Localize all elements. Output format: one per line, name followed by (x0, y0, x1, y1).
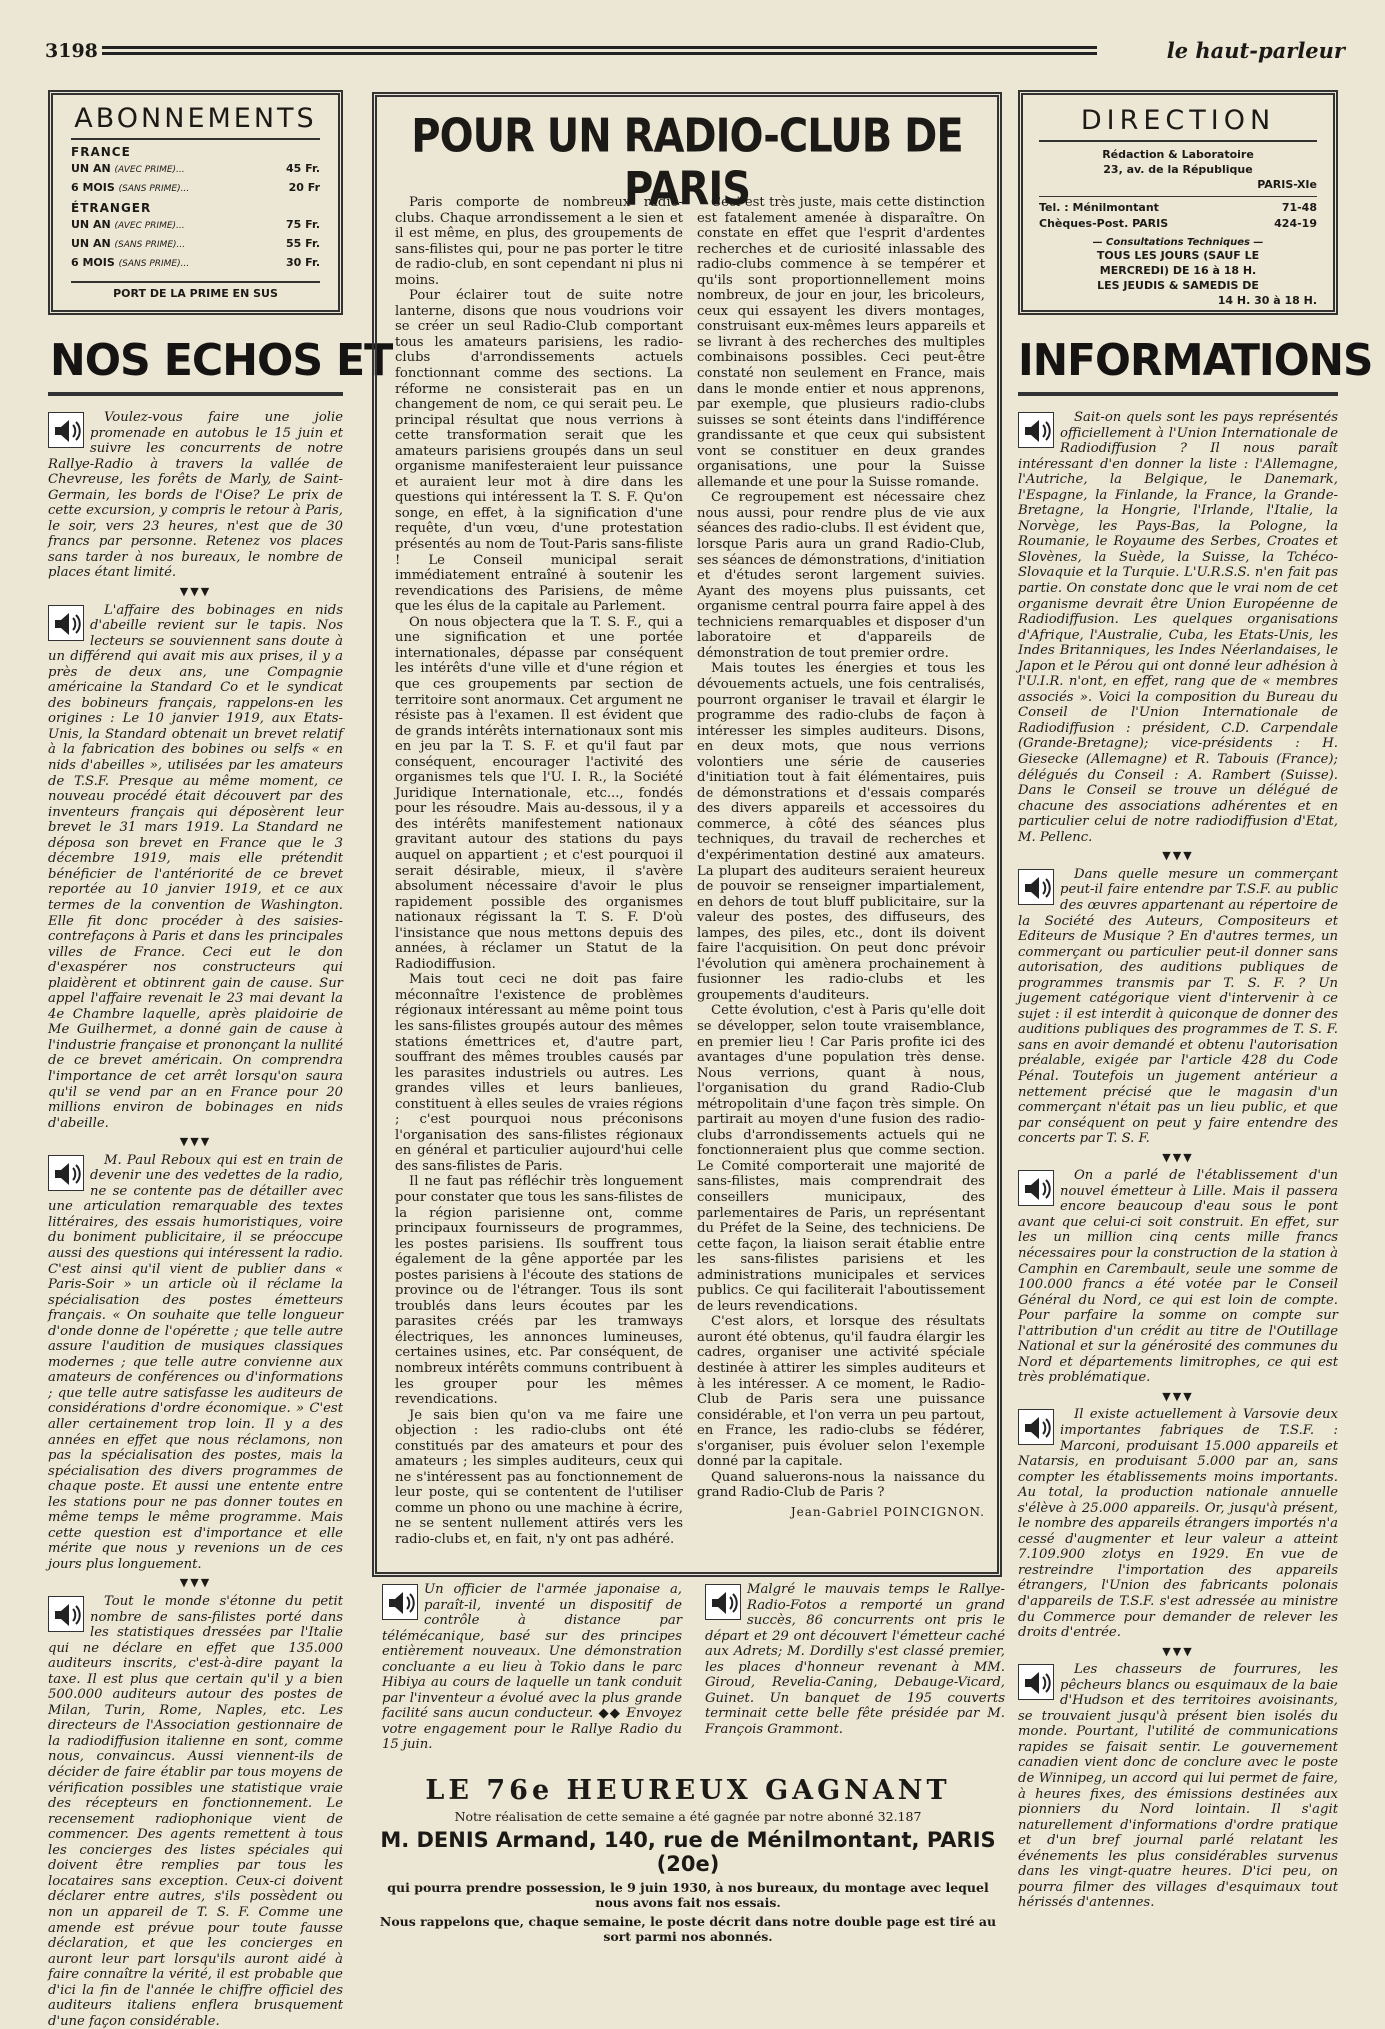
consult-hours: LES JEUDIS & SAMEDIS DE (1097, 279, 1259, 292)
brief-rallye: Malgré le mauvais temps le Rallye-Radio-Fotos a remporté un grand succès, 86 concurrents ont pris le départ et 29 ont découvert l'émetteur caché aux Adrets; M. Dordilly s'est classé premier, les places d'honneur revenant à MM. Giroud, Revelia-Caning, Debauge-Vicard, Guinet. Un banquet de 195 couverts terminait cette belle fête présidée par M. François Grammont. (705, 1582, 1005, 1737)
info-item: Les chasseurs de fourrures, les pêcheurs blancs ou esquimaux de la baie d'Hudson et des territoires avoisinants, se trouvaient jusqu'à présent bien isolés du monde. Pourtant, l'utilité de communications rapides se faisait sentir. Le gouvernement canadien vient donc de conclure avec le poste de Winnipeg, un accord qui lui permet de faire, à heures fixes, des émissions destinées aux pionniers du Nord lointain. Il s'agit naturellement d'informations d'ordre pratique et d'un bref journal parlé relatant les événements les plus considérables survenus dans les vingt-quatre heures. D'ici peu, on pourra filmer des villages d'esquimaux tout hérissés d'antennes. (1018, 1662, 1338, 1911)
article-paragraph: Ce regroupement est nécessaire chez nous aussi, pour rendre plus de vie aux séances des radio-clubs. Il est évident que, lorsque Paris aura un grand Radio-Club, ses séances de démonstrations, d'initiation et d'études seront largement suivies. Ayant des moyens plus puissants, cet organisme central pourra faire appel à des techniciens remarquables et disposer d'un laboratoire et d'appareils de démonstration de tout premier ordre. (697, 490, 985, 661)
article-title: POUR UN RADIO-CLUB DE PARIS (411, 110, 963, 216)
informations-banner: INFORMATIONS (1018, 335, 1373, 386)
info-item: Sait-on quels sont les pays représentés officiellement à l'Union Internationale de Radiodiffusion ? Il nous paraît intéressant d'en donner la liste : l'Allemagne, l'Autriche, la Belgique, le Danemark, l'Espagne, la Finlande, la France, la Grande-Bretagne, la Hongrie, l'Irlande, l'Italie, la Norvège, les Pays-Bas, la Pologne, la Roumanie, le Royaume des Serbes, Croates et Slovènes, la Suède, la Suisse, la Tchéco-Slovaquie et la Turquie. L'U.R.S.S. n'en fait pas partie. On constate donc que le vrai nom de cet organisme devrait être Union Européenne de Radiodiffusion. Les quelques organisations d'Afrique, l'Australie, Cuba, les Etats-Unis, les Indes Britanniques, les Indes Néerlandaises, le Japon et le Pérou qui ont donné leur adhésion à l'U.I.R. n'ont, en effet, rang que de « membres associés ». Voici la composition du Bureau du Conseil de l'Union Internationale de Radiodiffusion : président, C.D. Carpendale (Grande-Bretagne); vice-présidents : H. Giesecke (Allemagne) et R. Tabouis (France); délégués du Conseil : A. Rambert (Suisse). Dans le Conseil se trouve un délégué de chacune des associations adhérentes et en particulier celui de notre radiodiffusion d'Etat, M. Pellenc. (1018, 410, 1338, 845)
article-paragraph: Pour éclairer tout de suite notre lanterne, disons que nous voudrions voir se créer un seul Radio-Club comportant tous les amateurs parisiens, les radio-clubs d'arrondissements actuels fonctionnant comme des sections. La réforme ne consisterait pas en un changement de nom, ce qui serait peu. Le principal résultat que nous verrions à cette transformation serait que les amateurs parisiens groupés dans un seul organisme manifesteraient leur puissance et auraient leur mot à dire dans les questions qui intéressent la T. S. F. Qu'on songe, en effet, à la signification d'une requête, d'un vœu, d'une protestation présentés au nom de Tout-Paris sans-filiste ! Le Conseil municipal serait immédiatement entraîné à soutenir les revendications des Parisiens, de même que les élus de la capitale au Parlement. (395, 288, 683, 615)
info-item: On a parlé de l'établissement d'un nouvel émetteur à Lille. Mais il passera encore beaucoup d'eau sous le pont avant que celui-ci soit construit. En effet, sur les un million cinq cents mille francs nécessaires pour la construction de la station à Camphin en Carembault, seule une somme de 100.000 francs a été votée par le Conseil Général du Nord, ce qui est loin de compte. Pour parfaire la somme on compte sur l'attribution d'un crédit au titre de l'Outillage National et sur la générosité des communes du Nord et départements limitrophes, ce qui est très problématique. (1018, 1168, 1338, 1386)
winner-title: LE 76e HEUREUX GAGNANT (425, 1775, 951, 1806)
separator: ▼▼▼ (179, 1576, 212, 1590)
consult-hours: 14 H. 30 à 18 H. (1217, 294, 1317, 307)
brief-japan: Un officier de l'armée japonaise a, paraît-il, inventé un dispositif de contrôle à distance par télémécanique, basé sur des principes entièrement nouveaux. Une démonstration concluante a eu lieu à Tokio dans le parc Hibiya au cours de laquelle un tank conduit par l'inventeur a évolué avec la plus grande facilité sans aucun conducteur. ◆◆ Envoyez votre engagement pour le Rallye Radio du 15 juin. (382, 1582, 682, 1752)
main-article (372, 92, 1002, 1577)
speaker-icon (1018, 1409, 1054, 1445)
speaker-icon (1018, 1170, 1054, 1206)
consult-hours: TOUS LES JOURS (SAUF LE (1096, 249, 1260, 262)
price-row: UN AN (AVEC PRIME)... 45 Fr. (71, 162, 320, 175)
phone-row: Tel. : Ménilmontant 71-48 (1039, 196, 1317, 216)
article-column-2 (697, 195, 985, 1560)
speaker-icon (1018, 412, 1054, 448)
direction-title: DIRECTION (1039, 105, 1317, 142)
banner-rule (1018, 392, 1338, 396)
france-heading: FRANCE (71, 145, 131, 159)
price-row: UN AN (AVEC PRIME)... 75 Fr. (71, 218, 320, 231)
separator: ▼▼▼ (1162, 1150, 1194, 1164)
article-paragraph: C'est alors, et lorsque des résultats auront été obtenus, qu'il faudra élargir les cadres, organiser une activité spéciale destinée à attirer les simples auditeurs et à les intéresser. A ce moment, le Radio-Club de Paris sera une puissance considérable, et l'on verra un peu partout, en France, les radio-clubs se fédérer, s'organiser, puis évoluer selon l'exemple donné par la capitale. (697, 1314, 985, 1470)
echo-item: L'affaire des bobinages en nids d'abeille revient sur le tapis. Nos lecteurs se souviennent sans doute à un différend qui avait mis aux prises, il y a près de deux ans, une Compagnie américaine la Standard Co et le syndicat des bobineurs français, rappelons-en les origines : Le 10 janvier 1919, aux Etats-Unis, la Standard obtenait un brevet relatif à la fabrication des bobines ou selfs « en nids d'abeilles », utilisées par les amateurs de T.S.F. Presque au même moment, ce nouveau procédé était découvert par des inventeurs français qui déposèrent leur brevet le 31 mars 1919. La Standard ne déposa son brevet en France que le 3 décembre 1919, mais elle prétendit bénéficier de l'antériorité de ce brevet reportée au 10 janvier 1919, et ce aux termes de la convention de Washington. Elle fit donc procéder à des saisies-contrefaçons à Paris et dans les principales villes de France. Ceci eut le don d'exaspérer nos constructeurs qui plaidèrent et obtinrent gain de cause. Sur appel l'affaire revenait le 23 mai devant la 4e Chambre laquelle, après plaidoirie de Me Guilhermet, a donné gain de cause à l'industrie française et prononçant la nullité de ce brevet américain. On comprendra l'importance de cet arrêt lorsqu'on saura qu'il se vend par an en France pour 20 millions environ de bobinages en nids d'abeille. (48, 602, 343, 1131)
speaker-icon (48, 1155, 84, 1191)
winner-reminder: Nous rappelons que, chaque semaine, le poste décrit dans notre double page est tiré au sort parmi nos abonnés. (379, 1914, 997, 1944)
masthead: le haut-parleur (1166, 38, 1345, 63)
consultations-heading: — Consultations Techniques — (1092, 237, 1264, 248)
info-item: Dans quelle mesure un commerçant peut-il faire entendre par T.S.F. au public des œuvres appartenant au répertoire de la Société des Auteurs, Compositeurs et Editeurs de Musique ? En d'autres termes, un commerçant ou particulier peut-il donner sans autorisation, des auditions publiques de programmes transmis par T. S. F. ? Un jugement catégorique vient d'intervenir à ce sujet : il est interdit à quiconque de donner des auditions publiques des programmes de T. S. F. sans en avoir demandé et obtenu l'autorisation préalable, exigée par l'article 428 du Code Pénal. Toutefois un jugement antérieur a nettement précisé que le magasin d'un commerçant n'était pas un lieu public, et que par conséquent on peut y faire entendre des concerts par T. S. F. (1018, 866, 1338, 1147)
speaker-icon (1018, 1664, 1054, 1700)
speaker-icon (48, 412, 84, 448)
subscriptions-box (48, 90, 343, 315)
direction-box (1018, 90, 1338, 315)
echos-banner: NOS ECHOS ET (50, 335, 393, 386)
banner-rule (48, 392, 343, 396)
left-column (48, 410, 343, 2029)
direction-line: 23, av. de la République (1103, 163, 1253, 176)
winner-details: qui pourra prendre possession, le 9 juin 1930, à nos bureaux, du montage avec lequel nous avons fait nos essais. (387, 1880, 989, 1910)
article-paragraph: Il ne faut pas réfléchir très longuement pour constater que tous les sans-filistes de la région parisienne ont, comme principaux fournisseurs de programmes, les postes parisiens. Ils souffrent tous également de la gêne apportée par les postes parisiens à l'écoute des stations de province ou de l'étranger. Tous ils sont troublés dans leurs écoutes par les parasites créés par les tramways électriques, les annonces lumineuses, certaines usines, etc. Par conséquent, de nombreux intérêts communs contribuent à les grouper pour les mêmes revendications. (395, 1174, 683, 1408)
article-paragraph: Je sais bien qu'on va me faire une objection : les radio-clubs ont été constitués par des amateurs et pour des amateurs ; les simples auditeurs, ceux qui ne s'intéressent pas au fonctionnement de leur poste, qui se contentent de l'utiliser comme un phono ou une machine à écrire, ne se sentent nullement attirés vers les radio-clubs et, en fait, n'y ont pas adhéré. (395, 1407, 683, 1548)
article-paragraph: On nous objectera que la T. S. F., qui a une signification et une portée internationales, dépasse par conséquent les intérêts d'une ville et d'une région et que ces groupements par section de territoire sont anormaux. Cet argument ne résiste pas à l'examen. Il est évident que de grands intérêts internationaux sont mis en jeu par la T. S. F. et qu'il faut par conséquent, encourager l'activité des organismes tels que l'U. I. R., la Société Juridique Internationale, etc..., fondés pour les résoudre. Mais au-dessous, il y a des intérêts manifestement nationaux gravitant autour des stations du pays auquel on appartient ; et c'est pourquoi il serait désirable, mieux, il s'avère absolument nécessaire d'avoir le plus rapidement possible des organismes nationaux régissant la T. S. F. D'où l'insistance que nous mettons depuis des années, à réclamer un Statut de la Radiodiffusion. (395, 614, 683, 972)
article-paragraph: Cette évolution, c'est à Paris qu'elle doit se développer, selon toute vraisemblance, en premier lieu ! Car Paris profite ici des avantages d'une population très dense. Nous verrions, quant à nous, l'organisation du grand Radio-Club métropolitain d'une façon très simple. On partirait au moyen d'une fusion des radio-clubs d'arrondissements actuels qui ne fonctionneraient plus que comme section. Le Comité comporterait une majorité de sans-filistes, mais comprendrait des conseillers municipaux, des parlementaires de Paris, un représentant du Préfet de la Seine, des techniciens. De cette façon, la liaison serait établie entre les sans-filistes parisiens et les administrations municipales et services publics. Ce qui faciliterait l'aboutissement de leurs revendications. (697, 1003, 985, 1314)
header-rule (102, 46, 1097, 55)
page-number: 3198 (45, 40, 98, 62)
etranger-heading: ÉTRANGER (71, 201, 152, 215)
subscriptions-title: ABONNEMENTS (71, 103, 320, 140)
article-signature: Jean-Gabriel POINCIGNON. (790, 1504, 985, 1519)
speaker-icon (48, 605, 84, 641)
consult-hours: MERCREDI) DE 16 à 18 H. (1099, 264, 1257, 277)
echo-item: M. Paul Reboux qui est en train de devenir une des vedettes de la radio, ne se contente pas de détailler avec une articulation remarquable des textes littéraires, des essais humoristiques, voire du boniment publicitaire, il se préoccupe aussi des questions qui intéressent la radio. C'est ainsi qu'il vient de publier dans « Paris-Soir » un article où il réclame la spécialisation des postes émetteurs français. « On souhaite que telle longueur d'onde donne de l'opérette ; que telle autre assure l'audition de musiques classiques modernes ; que telle autre convienne aux amateurs de conférences ou d'informations ; que telle autre satisfasse les auditeurs de considérations d'ordre économique. » C'est aller certainement trop loin. Il y a des années en effet que nous réclamons, non pas la spécialisation des postes, mais la spécialisation des divers programmes de chaque poste. Et aussi une entente entre les stations pour ne pas donner toutes en même temps le même programme. Mais cette question est d'importance et elle mérite que nous y revenions un de ces jours plus longuement. (48, 1152, 343, 1572)
price-row: 6 MOIS (SANS PRIME)... 30 Fr. (71, 256, 320, 269)
article-paragraph: Mais tout ceci ne doit pas faire méconnaître l'existence de problèmes régionaux intéressant au même point tous les sans-filistes groupés autour des mêmes stations émettrices et, d'autre part, souffrant des mêmes troubles causés par les parasites industriels ou autres. Les grandes villes et leurs banlieues, constituent à elles seules de vraies régions ; c'est pourquoi nous préconisons l'organisation des sans-filistes régionaux en général et particulier aujourd'hui celle des sans-filistes de Paris. (395, 972, 683, 1174)
separator: ▼▼▼ (179, 1135, 212, 1149)
direction-line: Rédaction & Laboratoire (1102, 148, 1254, 161)
direction-line: PARIS-XIe (1257, 178, 1317, 191)
price-row: 6 MOIS (SANS PRIME)... 20 Fr (71, 181, 320, 194)
echo-item: Tout le monde s'étonne du petit nombre de sans-filistes porté dans les statistiques dressées par l'Italie qui ne déclare en effet que 135.000 auditeurs inscrits, c'est-à-dire payant la taxe. Il est plus que certain qu'il y a bien 500.000 auditeurs autour des postes de Milan, Turin, Rome, Naples, etc. Les directeurs de l'Association gestionnaire de la radiodiffusion italienne en sont, comme nous, convaincus. Aussi viennent-ils de décider de faire établir par tous moyens de vérification possibles une statistique vraie des récepteurs en fonctionnement. Le recensement radiophonique vient de commencer. Des agents remettent à tous les concierges des listes spéciales qui doivent être remplies par tous les locataires sans exception. Ceux-ci doivent déclarer entre autres, s'ils possèdent ou non un appareil de T. S. F. Comme une amende est prévue pour toute fausse déclaration, et que les concierges en auront leur part lorsqu'ils auront aidé à faire connaître la vérité, il est probable que d'ici la fin de l'année le chiffre officiel des auditeurs italiens enflera brusquement d'une façon considérable. (48, 1594, 343, 2029)
separator: ▼▼▼ (179, 585, 212, 599)
echo-item: Voulez-vous faire une jolie promenade en autobus le 15 juin et suivre les concurrents de notre Rallye-Radio à travers la vallée de Chevreuse, les forêts de Marly, de Saint-Germain, les bords de l'Oise? Le prix de cette excursion, y compris le retour à Paris, le soir, vers 23 heures, n'est que de 30 francs par personne. Retenez vos places sans tarder à nos bureaux, le nombre de places étant limité. (48, 410, 343, 581)
speaker-icon (382, 1584, 418, 1620)
right-column (1018, 410, 1338, 1911)
article-paragraph: Mais toutes les énergies et tous les dévouements actuels, une fois centralisés, pourront organiser le travail et élargir le programme des radio-clubs de façon à intéresser les simples auditeurs. Disons, en deux mots, que nous verrions volontiers une série de causeries d'initiation tout à fait élémentaires, puis de démonstrations et d'essais comparés des divers appareils et accessoires du commerce, à côté des séances plus techniques, du travail de recherches et d'expérimentation destiné aux amateurs. La plupart des auditeurs seraient heureux de pouvoir se renseigner impartialement, en dehors de tout bluff publicitaire, sur la valeur des postes, des diffuseurs, des lampes, des piles, etc., dont ils doivent faire l'acquisition. On peut donc prévoir l'évolution qui amènera prochainement à fusionner les radio-clubs et les groupements d'auditeurs. (697, 661, 985, 1003)
article-paragraph: Ceci est très juste, mais cette distinction est fatalement amenée à disparaître. On constate en effet que l'esprit d'ardentes recherches et de curiosité inlassable des radio-clubs commence à se tempérer et qu'ils sont proportionnellement moins nombreux, de jour en jour, les bricoleurs, ceux qui essayent les divers montages, construisant eux-mêmes leurs appareils et se livrant à des recherches des multiples combinaisons possibles. Ceci peut-être constaté non seulement en France, mais dans le monde entier et nous apprenons, par exemple, que plusieurs radio-clubs suisses se sont éteints dans l'indifférence grandissante et que ceux qui subsistent vont se constituer en deux grandes organisations, une pour la Suisse allemande et une pour la Suisse romande. (697, 195, 985, 490)
speaker-icon (705, 1584, 741, 1620)
page-header (40, 38, 1345, 63)
subscriptions-footer: PORT DE LA PRIME EN SUS (71, 281, 320, 300)
article-column-1 (395, 195, 683, 1560)
separator: ▼▼▼ (1162, 1644, 1194, 1658)
winner-intro: Notre réalisation de cette semaine a été gagnée par notre abonné 32.187 (454, 1809, 922, 1824)
winner-notice (375, 1775, 1001, 1944)
speaker-icon (48, 1596, 84, 1632)
winner-name: M. DENIS Armand, 140, rue de Ménilmontant, PARIS (20e) (380, 1828, 996, 1876)
cheques-row: Chèques-Post. PARIS 424-19 (1039, 217, 1317, 230)
article-paragraph: Paris comporte de nombreux radio-clubs. Chaque arrondissement a le sien et il est même, en plus, des groupements de sans-filistes qui, pour ne pas porter le titre de radio-club, en sont cependant ni plus ni moins. (395, 195, 683, 288)
separator: ▼▼▼ (1162, 849, 1194, 863)
info-item: Il existe actuellement à Varsovie deux importantes fabriques de T.S.F. : Marconi, produisant 15.000 appareils et Natarsis, en produisant 5.000 par an, sans compter les établissements moins importants. Au total, la production nationale annuelle s'élève à 25.000 appareils. Or, jusqu'à présent, le nombre des appareils étrangers importés n'a cessé d'augmenter et leur valeur a atteint 7.109.900 zlotys en 1929. En vue de restreindre l'importation des appareils étrangers, l'Union des fabricants polonais d'appareils de T.S.F. s'est adressée au ministre du Commerce pour demander de relever les droits d'entrée. (1018, 1407, 1338, 1641)
speaker-icon (1018, 869, 1054, 905)
article-paragraph: Quand saluerons-nous la naissance du grand Radio-Club de Paris ? (697, 1469, 985, 1501)
separator: ▼▼▼ (1162, 1389, 1194, 1403)
price-row: UN AN (SANS PRIME)... 55 Fr. (71, 237, 320, 250)
